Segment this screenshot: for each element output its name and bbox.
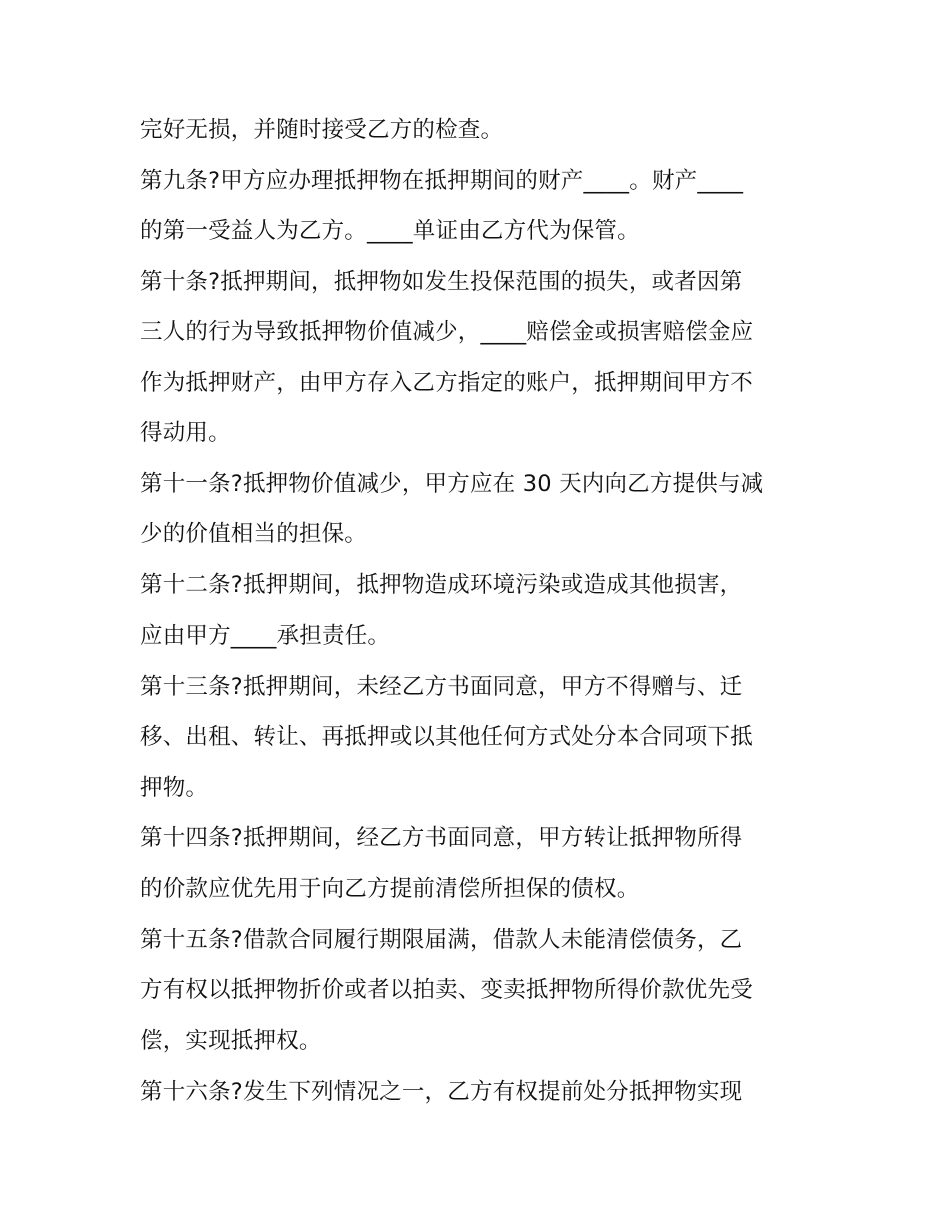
text-line: 偿，实现抵押权。: [140, 1028, 322, 1054]
text-line: 少的价值相当的担保。: [140, 521, 368, 547]
text-line: 第十四条?抵押期间，经乙方书面同意，甲方转让抵押物所得: [140, 825, 743, 851]
text-line: 第十一条?抵押物价值减少，甲方应在 30 天内向乙方提供与减: [140, 471, 764, 497]
text-line: 应由甲方____承担责任。: [140, 623, 391, 649]
text-line: 第十六条?发生下列情况之一，乙方有权提前处分抵押物实现: [140, 1079, 743, 1105]
text-line: 押物。: [140, 775, 209, 801]
text-line: 第九条?甲方应办理抵押物在抵押期间的财产____。财产____: [140, 168, 744, 194]
text-line: 的价款应优先用于向乙方提前清偿所担保的债权。: [140, 876, 640, 902]
text-line: 作为抵押财产，由甲方存入乙方指定的账户，抵押期间甲方不: [140, 370, 753, 396]
text-line: 第十条?抵押期间，抵押物如发生投保范围的损失，或者因第: [140, 269, 743, 295]
text-line: 方有权以抵押物折价或者以拍卖、变卖抵押物所得价款优先受: [140, 977, 753, 1003]
text-line: 第十二条?抵押期间，抵押物造成环境污染或造成其他损害，: [140, 572, 743, 598]
text-line: 移、出租、转让、再抵押或以其他任何方式处分本合同项下抵: [140, 724, 753, 750]
text-line: 第十三条?抵押期间，未经乙方书面同意，甲方不得赠与、迁: [140, 674, 743, 700]
text-line: 第十五条?借款合同履行期限届满，借款人未能清偿债务，乙: [140, 927, 743, 953]
text-line: 完好无损，并随时接受乙方的检查。: [140, 117, 504, 143]
text-line: 的第一受益人为乙方。____单证由乙方代为保管。: [140, 218, 640, 244]
text-line: 三人的行为导致抵押物价值减少，____赔偿金或损害赔偿金应: [140, 319, 754, 345]
text-line: 得动用。: [140, 420, 231, 446]
